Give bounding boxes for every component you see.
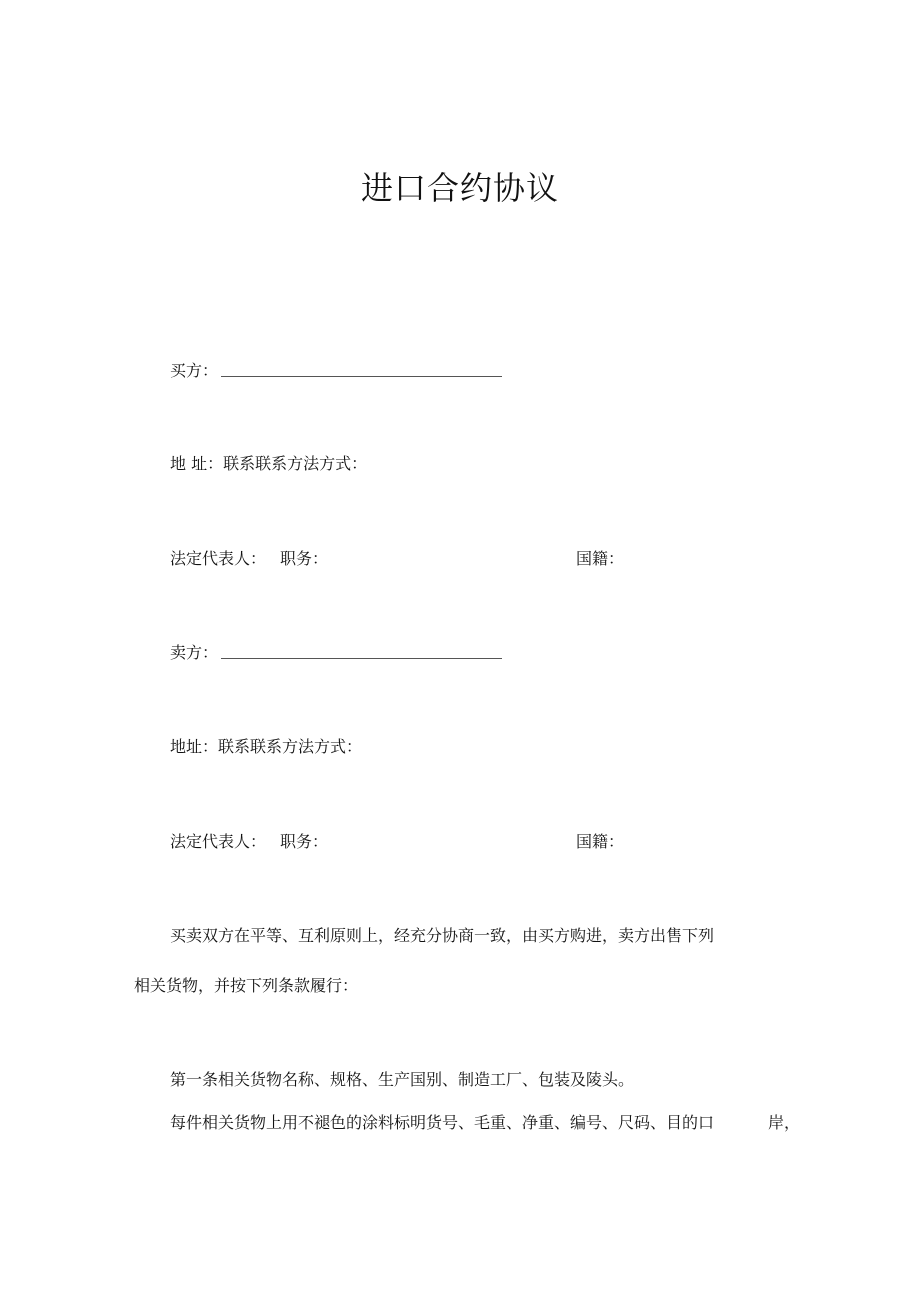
seller-legal-representative-label: 法定代表人： xyxy=(170,832,267,851)
seller-blank-line xyxy=(221,658,502,659)
buyer-blank-line xyxy=(221,376,502,377)
clause-1-text-part-2: 岸， xyxy=(768,1113,801,1132)
buyer-position-label: 职务： xyxy=(280,549,329,568)
page-title: 进口合约协议 xyxy=(360,169,559,207)
seller-label: 卖方： xyxy=(170,643,219,662)
intro-paragraph-line-1: 买卖双方在平等、互利原则上，经充分协商一致，由买方购进，卖方出售下列 xyxy=(170,926,715,945)
seller-nationality-label: 国籍： xyxy=(576,832,625,851)
clause-1-text-part-1: 每件相关货物上用不褪色的涂料标明货号、毛重、净重、编号、尺码、目的口 xyxy=(170,1113,715,1132)
intro-paragraph-line-2: 相关货物，并按下列条款履行： xyxy=(134,976,359,995)
buyer-nationality-label: 国籍： xyxy=(576,549,625,568)
buyer-label: 买方： xyxy=(170,361,219,380)
buyer-legal-representative-label: 法定代表人： xyxy=(170,549,267,568)
clause-1-heading: 第一条相关货物名称、规格、生产国别、制造工厂、包装及陵头。 xyxy=(170,1070,635,1089)
seller-position-label: 职务： xyxy=(280,832,329,851)
seller-address-line: 地址：联系联系方法方式： xyxy=(170,737,363,756)
buyer-address-line: 地 址：联系联系方法方式： xyxy=(170,454,368,473)
